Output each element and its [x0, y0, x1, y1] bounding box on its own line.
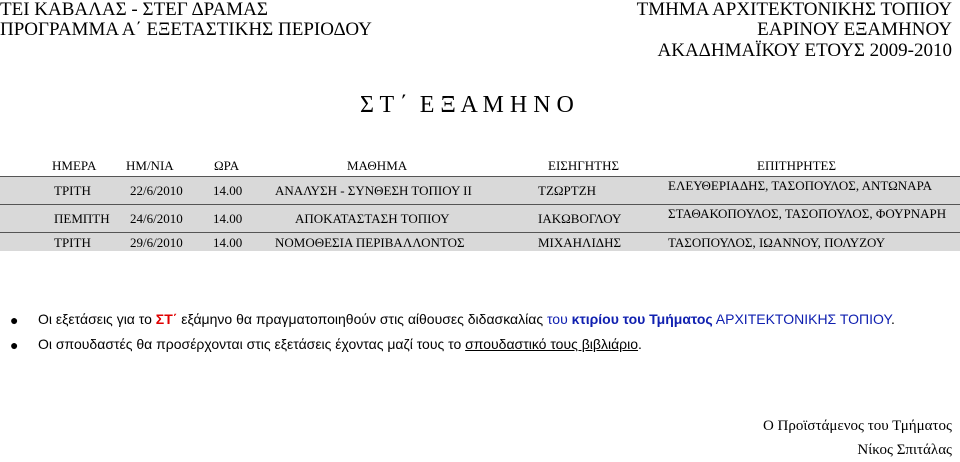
cell-committee: ΕΛΕΥΘΕΡΙΑΔΗΣ, ΤΑΣΟΠΟΥΛΟΣ, ΑΝΤΩΝΑΡΑ [668, 178, 933, 193]
note1-semester: ΣΤ΄ [155, 311, 178, 327]
cell-lecturer: ΤΖΩΡΤΖΗ [538, 183, 597, 198]
cell-time: 14.00 [213, 235, 243, 250]
header-right-line2: ΕΑΡΙΝΟΥ ΕΞΑΜΗΝΟΥ [757, 19, 952, 40]
note2-text: Οι σπουδαστές θα προσέρχονται στις εξετάσεις έχοντας μαζί τους το [38, 336, 466, 352]
signature-role: Ο Προϊστάμενος του Τμήματος [762, 418, 952, 434]
col-header-course: ΜΑΘΗΜΑ [347, 158, 408, 173]
cell-course: ΑΠΟΚΑΤΑΣΤΑΣΗ ΤΟΠΙΟΥ [295, 211, 450, 226]
bullet-icon: ● [10, 337, 19, 353]
cell-committee: ΣΤΑΘΑΚΟΠΟΥΛΟΣ, ΤΑΣΟΠΟΥΛΟΣ, ΦΟΥΡΝΑΡΗ [668, 206, 947, 221]
cell-time: 14.00 [213, 183, 243, 198]
col-header-lecturer: ΕΙΣΗΓΗΤΗΣ [548, 158, 620, 173]
table-row [0, 232, 960, 251]
col-header-committee: ΕΠΙΤΗΡΗΤΕΣ [757, 158, 837, 173]
col-header-time: ΩΡΑ [214, 158, 240, 173]
note1-end: . [891, 311, 895, 327]
cell-lecturer: ΙΑΚΩΒΟΓΛΟΥ [538, 211, 622, 226]
table-body [0, 176, 960, 251]
list-item [0, 310, 960, 335]
cell-date: 29/6/2010 [130, 235, 183, 250]
header-right-line1: ΤΜΗΜΑ ΑΡΧΙΤΕΚΤΟΝΙΚΗΣ ΤΟΠΙΟΥ [636, 0, 952, 20]
note2-student-book: σπουδαστικό τους βιβλιάριο [465, 336, 639, 352]
cell-day: ΤΡΙΤΗ [54, 235, 91, 250]
note1-text-3: του [546, 311, 572, 327]
note1-text-2: εξάμηνο θα πραγματοποιηθούν στις αίθουσες διδασκαλίας [177, 311, 547, 327]
header-left-line1: ΤΕΙ ΚΑΒΑΛΑΣ - ΣΤΕΓ ΔΡΑΜΑΣ [0, 0, 268, 20]
cell-committee: ΤΑΣΟΠΟΥΛΟΣ, ΙΩΑΝΝΟΥ, ΠΟΛΥΖΟΥ [668, 235, 886, 250]
note1-text: Οι εξετάσεις για το [38, 311, 156, 327]
page-title: Σ Τ ΄ Ε Ξ Α Μ Η Ν Ο [360, 92, 574, 118]
exam-table [0, 152, 960, 251]
header-left-line2: ΠΡΟΓΡΑΜΜΑ Α΄ ΕΞΕΤΑΣΤΙΚΗΣ ΠΕΡΙΟΔΟΥ [0, 19, 372, 40]
signature-name: Νίκος Σπιτάλας [857, 442, 952, 458]
header-right-line3: ΑΚΑΔΗΜΑΪΚΟΥ ΕΤΟΥΣ 2009-2010 [657, 40, 952, 61]
bullet-icon: ● [10, 312, 19, 328]
note1-department: ΑΡΧΙΤΕΚΤΟΝΙΚΗΣ ΤΟΠΙΟΥ [712, 311, 892, 327]
cell-day: ΤΡΙΤΗ [54, 183, 91, 198]
cell-date: 24/6/2010 [130, 211, 183, 226]
list-item [0, 335, 960, 360]
table-row [0, 176, 960, 204]
table-row [0, 204, 960, 232]
col-header-date: ΗΜ/ΝΙΑ [126, 158, 174, 173]
cell-time: 14.00 [213, 211, 243, 226]
notes-list [0, 310, 960, 360]
cell-course: ΝΟΜΟΘΕΣΙΑ ΠΕΡΙΒΑΛΛΟΝΤΟΣ [275, 235, 465, 250]
note1-building: κτιρίου του Τμήματος [571, 311, 713, 327]
cell-course: ΑΝΑΛΥΣΗ - ΣΥΝΘΕΣΗ ΤΟΠΙΟΥ ΙΙ [275, 183, 472, 198]
cell-lecturer: ΜΙΧΑΗΛΙΔΗΣ [538, 235, 622, 250]
col-header-day: ΗΜΕΡΑ [52, 158, 97, 173]
table-header [0, 152, 960, 176]
note2-end: . [638, 336, 642, 352]
cell-date: 22/6/2010 [130, 183, 183, 198]
cell-day: ΠΕΜΠΤΗ [54, 211, 110, 226]
